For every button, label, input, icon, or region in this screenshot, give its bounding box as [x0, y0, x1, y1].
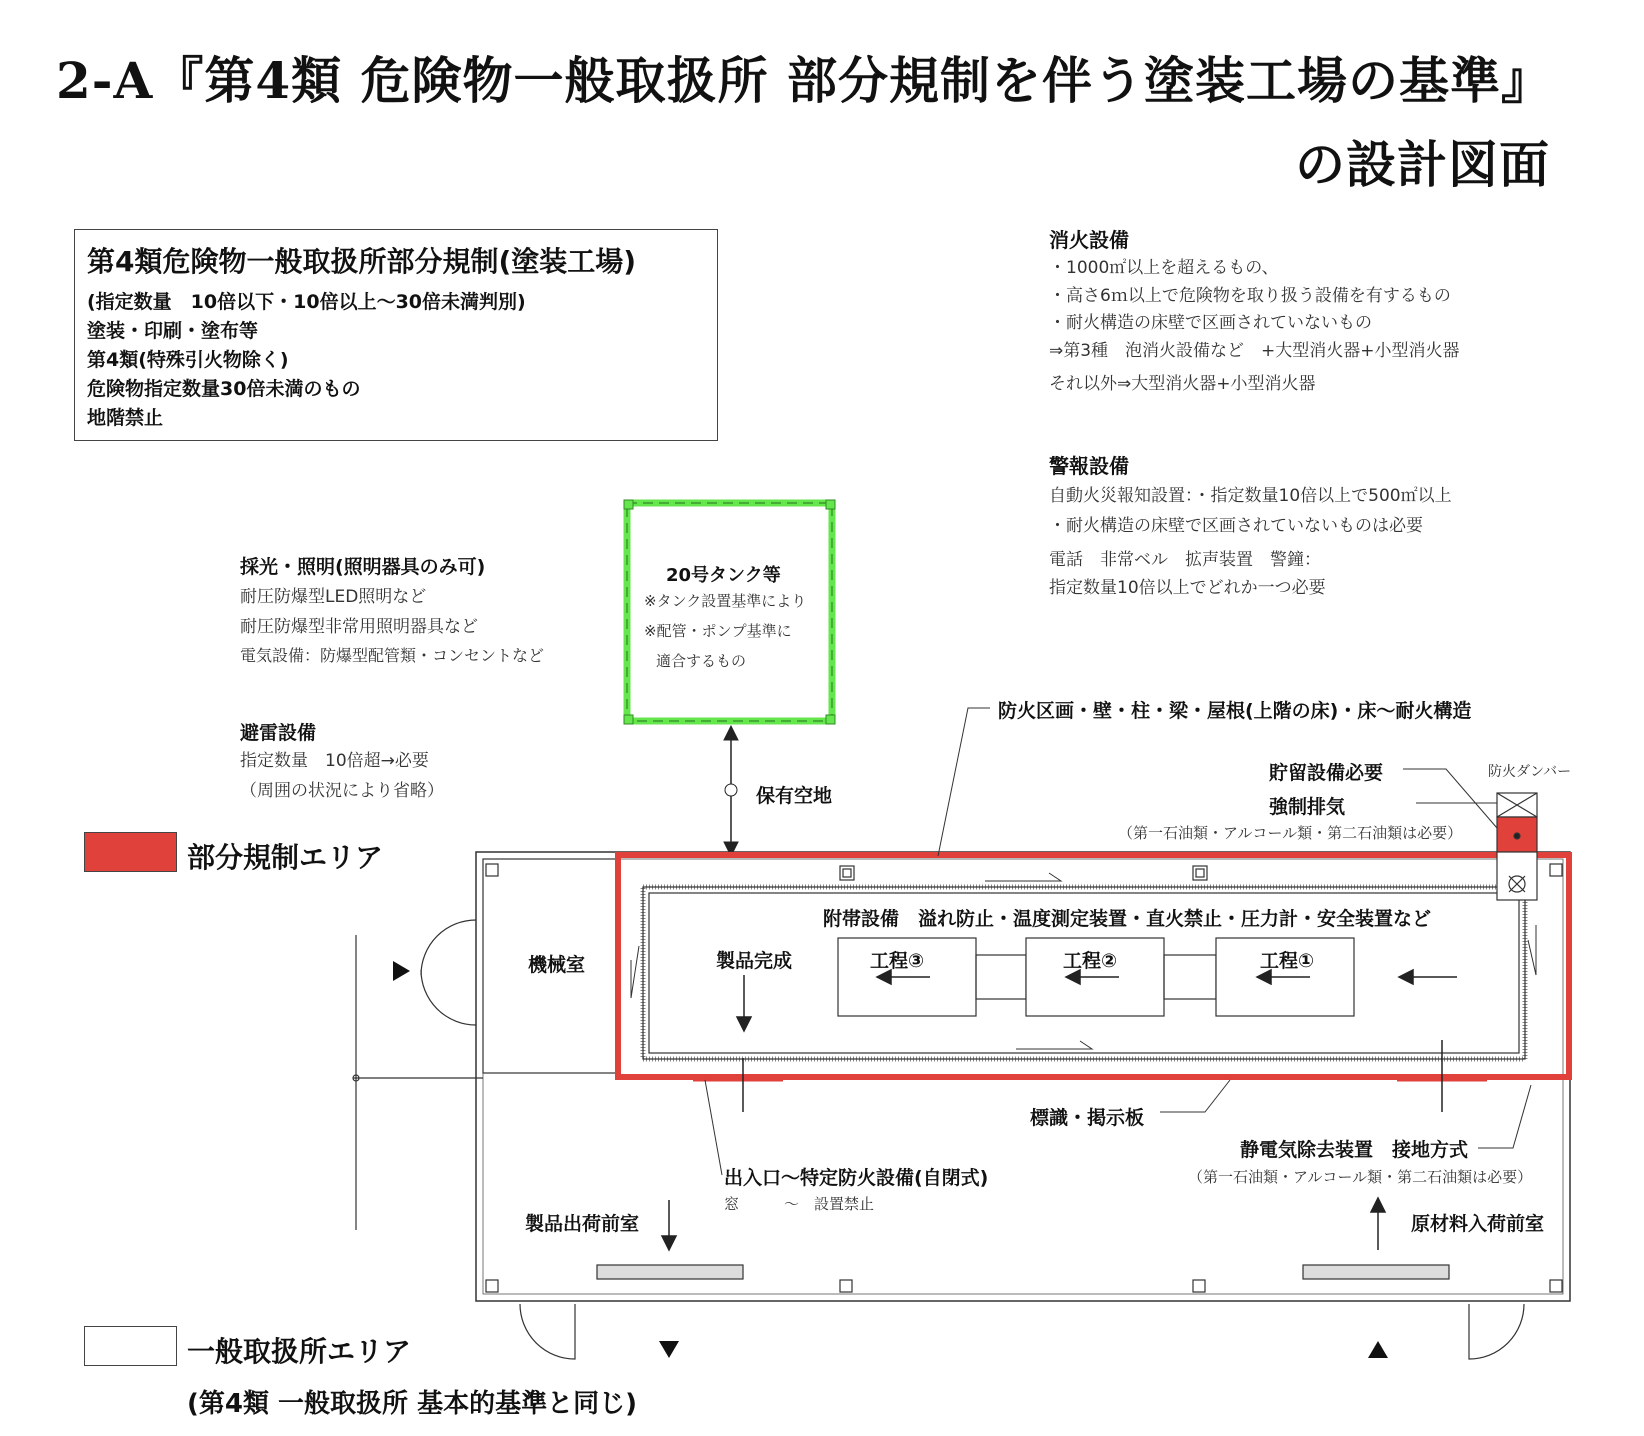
- process2-label: 工程②: [1063, 950, 1118, 972]
- entry-markers: [393, 961, 1388, 1358]
- fire-extinguishing-line: ・高さ6ｍ以上で危険物を取り扱う設備を有するもの: [1049, 286, 1451, 306]
- forced-exhaust-note: （第一石油類・アルコール類・第二石油類は必要）: [1118, 824, 1463, 842]
- process3-label: 工程③: [870, 950, 925, 972]
- lighting-line: 耐圧防爆型非常用照明器具など: [240, 617, 478, 637]
- fire-extinguishing-line: それ以外⇒大型消火器+小型消火器: [1049, 374, 1316, 394]
- tank-line: 適合するもの: [656, 652, 747, 670]
- legend-partial-swatch: [84, 832, 177, 872]
- static-label: 静電気除去装置 接地方式: [1240, 1139, 1469, 1161]
- tank-line: ※タンク設置基準により: [644, 592, 807, 610]
- storage-required-label: 貯留設備必要: [1269, 762, 1384, 784]
- page-title-line1: 2-A『第4類 危険物一般取扱所 部分規制を伴う塗装工場の基準』: [56, 51, 1552, 110]
- lightning-line: （周囲の状況により省略）: [240, 781, 444, 801]
- lighting-line: 電気設備：防爆型配管類・コンセントなど: [240, 646, 545, 665]
- tank-line: ※配管・ポンプ基準に: [644, 622, 792, 640]
- shipping-room-label: 製品出荷前室: [525, 1213, 640, 1235]
- material-room-label: 原材料入荷前室: [1411, 1213, 1545, 1235]
- lighting-heading: 採光・照明(照明器具のみ可): [240, 556, 486, 578]
- lightning-line: 指定数量 10倍超→必要: [240, 751, 429, 771]
- alarm-line: ・耐火構造の床壁で区画されていないものは必要: [1049, 516, 1423, 536]
- legend-general-swatch: [84, 1326, 177, 1366]
- legend-general-label: 一般取扱所エリア: [187, 1335, 412, 1368]
- spec-line: 塗装・印刷・塗布等: [87, 320, 259, 342]
- machine-room-label: 機械室: [528, 954, 586, 976]
- spec-line: 地階禁止: [87, 407, 164, 429]
- alarm-line: 指定数量10倍以上でどれか一つ必要: [1049, 578, 1326, 598]
- fire-extinguishing-line: ⇒第3種 泡消火設備など +大型消火器+小型消火器: [1049, 341, 1460, 361]
- fire-compartment-label: 防火区画・壁・柱・梁・屋根(上階の床)・床～耐火構造: [998, 700, 1472, 722]
- lightning-heading: 避雷設備: [240, 722, 317, 744]
- reserved-space-arrow: [724, 726, 738, 856]
- ancillary-label: 附帯設備 溢れ防止・温度測定装置・直火禁止・圧力計・安全装置など: [823, 908, 1432, 930]
- static-note: （第一石油類・アルコール類・第二石油類は必要）: [1188, 1168, 1533, 1186]
- spec-line: 危険物指定数量30倍未満のもの: [87, 378, 361, 400]
- product-done-label: 製品完成: [716, 950, 793, 972]
- entrance-label: 出入口～特定防火設備(自閉式): [724, 1167, 989, 1189]
- process1-label: 工程①: [1260, 950, 1315, 972]
- legend-general-note: (第4類 一般取扱所 基本的基準と同じ): [187, 1389, 637, 1419]
- fire-extinguishing-heading: 消火設備: [1049, 228, 1129, 252]
- spec-line: 第4類(特殊引火物除く): [87, 349, 289, 371]
- spec-heading: 第4類危険物一般取扱所部分規制(塗装工場): [87, 245, 637, 278]
- window-label: 窓 ～ 設置禁止: [724, 1195, 875, 1213]
- fire-damper-device: [1497, 793, 1537, 900]
- page-title-line2: の設計図面: [1295, 135, 1550, 194]
- fire-damper-label: 防火ダンバー: [1488, 764, 1572, 780]
- alarm-heading: 警報設備: [1049, 454, 1129, 478]
- tank-outline: [624, 500, 835, 724]
- forced-exhaust-label: 強制排気: [1269, 796, 1346, 818]
- legend-partial-label: 部分規制エリア: [187, 841, 384, 874]
- signs-label: 標識・掲示板: [1030, 1107, 1145, 1129]
- tank-heading: 20号タンク等: [666, 565, 781, 586]
- fire-extinguishing-line: ・1000㎡以上を超えるもの、: [1049, 258, 1279, 278]
- lighting-line: 耐圧防爆型LED照明など: [240, 587, 427, 607]
- fire-extinguishing-line: ・耐火構造の床壁で区画されていないもの: [1049, 313, 1372, 333]
- reserved-space-label: 保有空地: [756, 785, 833, 807]
- spec-line: (指定数量 10倍以下・10倍以上～30倍未満判別): [87, 291, 526, 313]
- alarm-line: 自動火災報知設置：・指定数量10倍以上で500㎡以上: [1049, 486, 1452, 506]
- alarm-line: 電話 非常ベル 拡声装置 警鐘：: [1049, 550, 1321, 570]
